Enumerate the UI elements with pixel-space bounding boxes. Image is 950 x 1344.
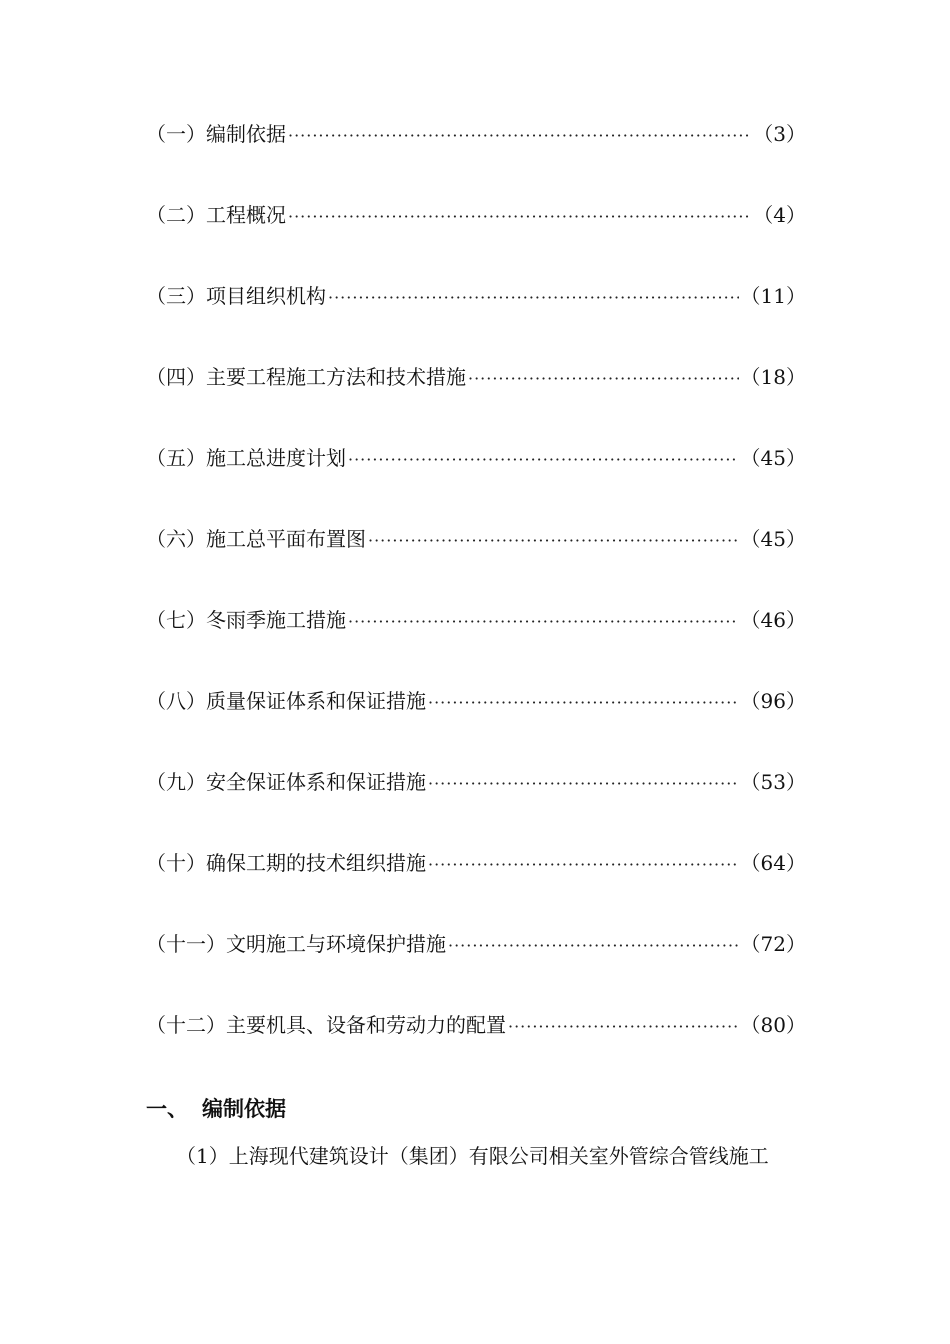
toc-dot-leader	[288, 122, 751, 146]
toc-entry-page: （11）	[740, 284, 806, 308]
toc-dot-leader	[348, 446, 739, 470]
toc-entry-label: （六）施工总平面布置图	[146, 527, 366, 551]
toc-entry	[146, 523, 806, 604]
toc-dot-leader	[328, 284, 739, 308]
toc-entry	[146, 442, 806, 523]
toc-dot-leader	[428, 770, 739, 794]
toc-entry-page: （46）	[740, 608, 806, 632]
toc-entry-page: （3）	[753, 122, 806, 146]
toc-entry	[146, 928, 806, 1009]
toc-entry-page: （96）	[740, 689, 806, 713]
toc-entry-label: （十一）文明施工与环境保护措施	[146, 932, 446, 956]
toc-entry	[146, 361, 806, 442]
toc-dot-leader	[428, 689, 739, 713]
toc-entry-label: （四）主要工程施工方法和技术措施	[146, 365, 466, 389]
section-heading	[146, 1093, 286, 1123]
toc-entry-label: （七）冬雨季施工措施	[146, 608, 346, 632]
toc-entry-label: （十）确保工期的技术组织措施	[146, 851, 426, 875]
toc-entry-page: （80）	[740, 1013, 806, 1037]
toc-dot-leader	[348, 608, 739, 632]
toc-entry-page: （72）	[740, 932, 806, 956]
table-of-contents	[146, 118, 806, 1090]
toc-entry-page: （18）	[740, 365, 806, 389]
toc-entry-page: （64）	[740, 851, 806, 875]
toc-dot-leader	[508, 1013, 739, 1037]
section-number: 一、	[146, 1096, 188, 1121]
toc-entry-label: （九）安全保证体系和保证措施	[146, 770, 426, 794]
toc-entry	[146, 1009, 806, 1090]
toc-entry	[146, 280, 806, 361]
toc-entry-page: （53）	[740, 770, 806, 794]
toc-entry-page: （45）	[740, 446, 806, 470]
toc-entry-label: （二）工程概况	[146, 203, 286, 227]
toc-dot-leader	[448, 932, 739, 956]
toc-entry-page: （45）	[740, 527, 806, 551]
toc-entry	[146, 766, 806, 847]
toc-entry-label: （三）项目组织机构	[146, 284, 326, 308]
toc-dot-leader	[468, 365, 739, 389]
toc-entry-label: （十二）主要机具、设备和劳动力的配置	[146, 1013, 506, 1037]
body-paragraph: （1）上海现代建筑设计（集团）有限公司相关室外管综合管线施工	[176, 1144, 769, 1168]
toc-entry-page: （4）	[753, 203, 806, 227]
toc-entry-label: （八）质量保证体系和保证措施	[146, 689, 426, 713]
toc-entry	[146, 685, 806, 766]
toc-entry-label: （五）施工总进度计划	[146, 446, 346, 470]
toc-entry	[146, 199, 806, 280]
toc-dot-leader	[428, 851, 739, 875]
toc-entry	[146, 847, 806, 928]
section-title: 编制依据	[202, 1096, 286, 1121]
toc-entry-label: （一）编制依据	[146, 122, 286, 146]
toc-dot-leader	[288, 203, 751, 227]
toc-entry	[146, 118, 806, 199]
toc-dot-leader	[368, 527, 739, 551]
toc-entry	[146, 604, 806, 685]
